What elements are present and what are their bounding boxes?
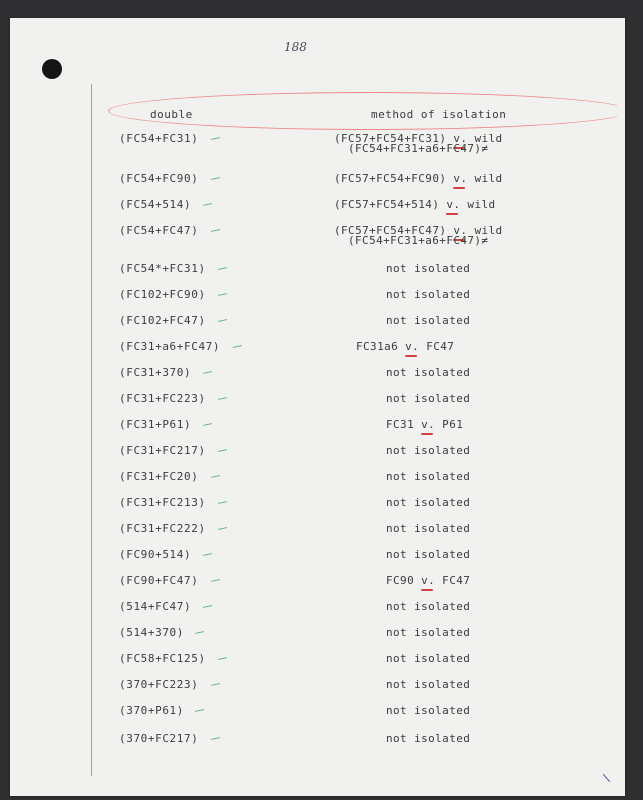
table-row bbox=[0, 600, 643, 624]
method-cell: (FC57+FC54+FC31) v. wild bbox=[334, 132, 503, 145]
double-cell: (FC54+FC47) bbox=[119, 224, 199, 237]
check-mark bbox=[203, 371, 212, 374]
table-row bbox=[0, 262, 643, 286]
check-mark bbox=[211, 579, 220, 582]
method-cell: FC31 v. P61 bbox=[386, 418, 464, 431]
table-row bbox=[0, 522, 643, 546]
red-underline bbox=[421, 433, 433, 435]
method-cell: not isolated bbox=[386, 392, 471, 405]
check-mark bbox=[218, 293, 227, 296]
punch-hole bbox=[42, 59, 62, 79]
method-cell: not isolated bbox=[386, 470, 471, 483]
double-cell: (FC31+FC222) bbox=[119, 522, 206, 535]
check-mark bbox=[218, 527, 227, 530]
double-cell: (FC90+514) bbox=[119, 548, 192, 561]
double-cell: (FC31+a6+FC47) bbox=[119, 340, 221, 353]
method-cell: not isolated bbox=[386, 652, 471, 665]
method-cell: not isolated bbox=[386, 366, 471, 379]
method-cell-line2: (FC54+FC31+a6+FC47)≠ bbox=[348, 234, 489, 247]
method-cell: not isolated bbox=[386, 288, 471, 301]
method-cell-line2: (FC54+FC31+a6+FC47)≠ bbox=[348, 142, 489, 155]
table-row bbox=[0, 678, 643, 702]
check-mark bbox=[203, 553, 212, 556]
method-cell: not isolated bbox=[386, 600, 471, 613]
double-cell: (514+FC47) bbox=[119, 600, 192, 613]
table-row bbox=[0, 172, 643, 196]
method-cell: FC90 v. FC47 bbox=[386, 574, 471, 587]
red-underline bbox=[453, 187, 465, 189]
double-cell: (FC31+FC213) bbox=[119, 496, 206, 509]
check-mark bbox=[211, 737, 220, 740]
table-row bbox=[0, 704, 643, 728]
method-cell: not isolated bbox=[386, 626, 471, 639]
method-cell: not isolated bbox=[386, 704, 471, 717]
check-mark bbox=[203, 423, 212, 426]
double-cell: (FC54+FC31) bbox=[119, 132, 199, 145]
double-cell: (370+FC217) bbox=[119, 732, 199, 745]
check-mark bbox=[218, 657, 227, 660]
red-underline bbox=[405, 355, 417, 357]
table-row bbox=[0, 132, 643, 156]
double-cell: (FC54*+FC31) bbox=[119, 262, 206, 275]
double-cell: (FC31+370) bbox=[119, 366, 192, 379]
check-mark bbox=[218, 319, 227, 322]
double-cell: (370+P61) bbox=[119, 704, 185, 717]
method-cell: not isolated bbox=[386, 678, 471, 691]
double-cell: (FC31+FC223) bbox=[119, 392, 206, 405]
method-cell: not isolated bbox=[386, 444, 471, 457]
check-mark bbox=[203, 605, 212, 608]
check-mark bbox=[211, 475, 220, 478]
method-cell: (FC57+FC54+FC47) v. wild bbox=[334, 224, 503, 237]
check-mark bbox=[211, 137, 220, 140]
table-row bbox=[0, 198, 643, 222]
double-cell: (514+370) bbox=[119, 626, 185, 639]
check-mark bbox=[195, 631, 204, 634]
table-row bbox=[0, 574, 643, 598]
method-cell: not isolated bbox=[386, 262, 471, 275]
table-row bbox=[0, 548, 643, 572]
check-mark bbox=[211, 229, 220, 232]
method-cell: (FC57+FC54+514) v. wild bbox=[334, 198, 496, 211]
method-cell: FC31a6 v. FC47 bbox=[356, 340, 455, 353]
column-header-double: double bbox=[150, 108, 193, 121]
check-mark bbox=[211, 683, 220, 686]
double-cell: (FC31+FC217) bbox=[119, 444, 206, 457]
table-row bbox=[0, 652, 643, 676]
table-row bbox=[0, 392, 643, 416]
table-row bbox=[0, 444, 643, 468]
table-row bbox=[0, 496, 643, 520]
check-mark bbox=[211, 177, 220, 180]
double-cell: (FC54+FC90) bbox=[119, 172, 199, 185]
method-cell: not isolated bbox=[386, 732, 471, 745]
double-cell: (FC31+FC20) bbox=[119, 470, 199, 483]
method-cell: not isolated bbox=[386, 548, 471, 561]
check-mark bbox=[218, 267, 227, 270]
method-cell: not isolated bbox=[386, 522, 471, 535]
table-row bbox=[0, 418, 643, 442]
double-cell: (FC31+P61) bbox=[119, 418, 192, 431]
column-header-method: method of isolation bbox=[371, 108, 507, 121]
page-number: 188 bbox=[284, 40, 307, 54]
method-cell: not isolated bbox=[386, 496, 471, 509]
check-mark bbox=[218, 397, 227, 400]
table-row bbox=[0, 288, 643, 312]
check-mark bbox=[218, 501, 227, 504]
double-cell: (FC54+514) bbox=[119, 198, 192, 211]
table-row bbox=[0, 340, 643, 364]
check-mark bbox=[203, 203, 212, 206]
double-cell: (FC102+FC47) bbox=[119, 314, 206, 327]
table-row bbox=[0, 470, 643, 494]
check-mark bbox=[233, 345, 242, 348]
red-underline bbox=[421, 589, 433, 591]
double-cell: (FC102+FC90) bbox=[119, 288, 206, 301]
table-row bbox=[0, 224, 643, 248]
method-cell: (FC57+FC54+FC90) v. wild bbox=[334, 172, 503, 185]
table-row bbox=[0, 732, 643, 756]
table-row bbox=[0, 314, 643, 338]
table-row bbox=[0, 366, 643, 390]
method-cell: not isolated bbox=[386, 314, 471, 327]
red-underline bbox=[446, 213, 458, 215]
table-row bbox=[0, 626, 643, 650]
check-mark bbox=[218, 449, 227, 452]
double-cell: (FC90+FC47) bbox=[119, 574, 199, 587]
double-cell: (FC58+FC125) bbox=[119, 652, 206, 665]
check-mark bbox=[195, 709, 204, 712]
double-cell: (370+FC223) bbox=[119, 678, 199, 691]
